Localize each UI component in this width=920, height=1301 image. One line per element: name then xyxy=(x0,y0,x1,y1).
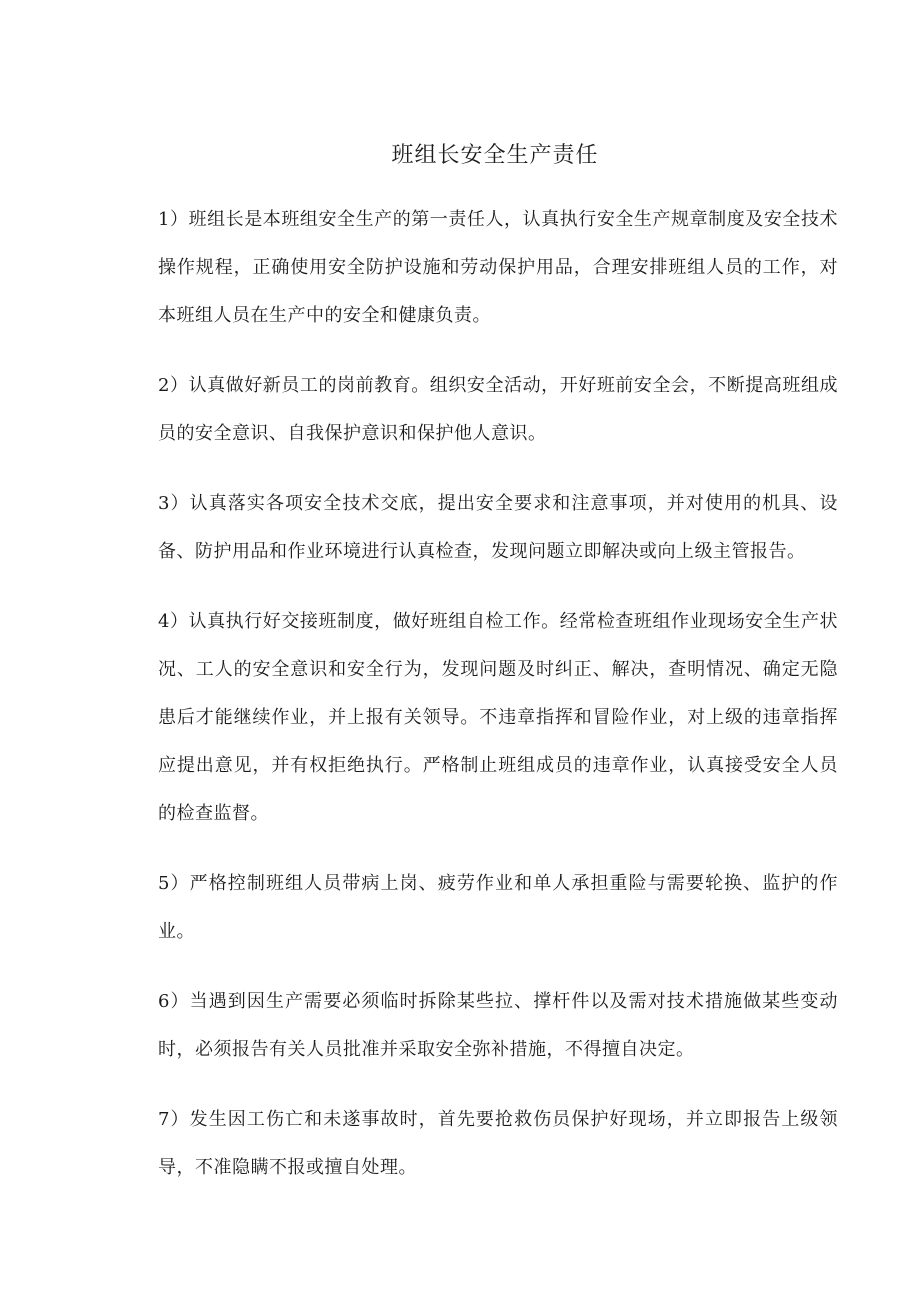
clause-5: 5）严格控制班组人员带病上岗、疲劳作业和单人承担重险与需要轮换、监护的作业。 xyxy=(158,873,838,942)
clause-2: 2）认真做好新员工的岗前教育。组织安全活动，开好班前安全会，不断提高班组成员的安全意识、自我保护意识和保护他人意识。 xyxy=(158,375,838,444)
clause-1: 1）班组长是本班组安全生产的第一责任人，认真执行安全生产规章制度及安全技术操作规程，正确使用安全防护设施和劳动保护用品，合理安排班组人员的工作，对本班组人员在生产中的安全和健康负责。 xyxy=(158,209,838,326)
document-title: 班组长安全生产责任 xyxy=(391,143,599,168)
clause-4: 4）认真执行好交接班制度，做好班组自检工作。经常检查班组作业现场安全生产状况、工人的安全意识和安全行为，发现问题及时纠正、解决，查明情况、确定无隐患后才能继续作业，并上报有关领导。不违章指挥和冒险作业，对上级的违章指挥应提出意见，并有权拒绝执行。严格制止班组成员的违章作业，认真接受安全人员的检查监督。 xyxy=(158,611,838,824)
clause-list xyxy=(158,196,838,1214)
clause-7: 7）发生因工伤亡和未遂事故时，首先要抢救伤员保护好现场，并立即报告上级领导，不准隐瞒不报或擅自处理。 xyxy=(158,1109,838,1178)
clause-3: 3）认真落实各项安全技术交底，提出安全要求和注意事项，并对使用的机具、设备、防护用品和作业环境进行认真检查，发现问题立即解决或向上级主管报告。 xyxy=(158,493,838,562)
clause-6: 6）当遇到因生产需要必须临时拆除某些拉、撑杆件以及需对技术措施做某些变动时，必须报告有关人员批准并采取安全弥补措施，不得擅自决定。 xyxy=(158,991,838,1060)
